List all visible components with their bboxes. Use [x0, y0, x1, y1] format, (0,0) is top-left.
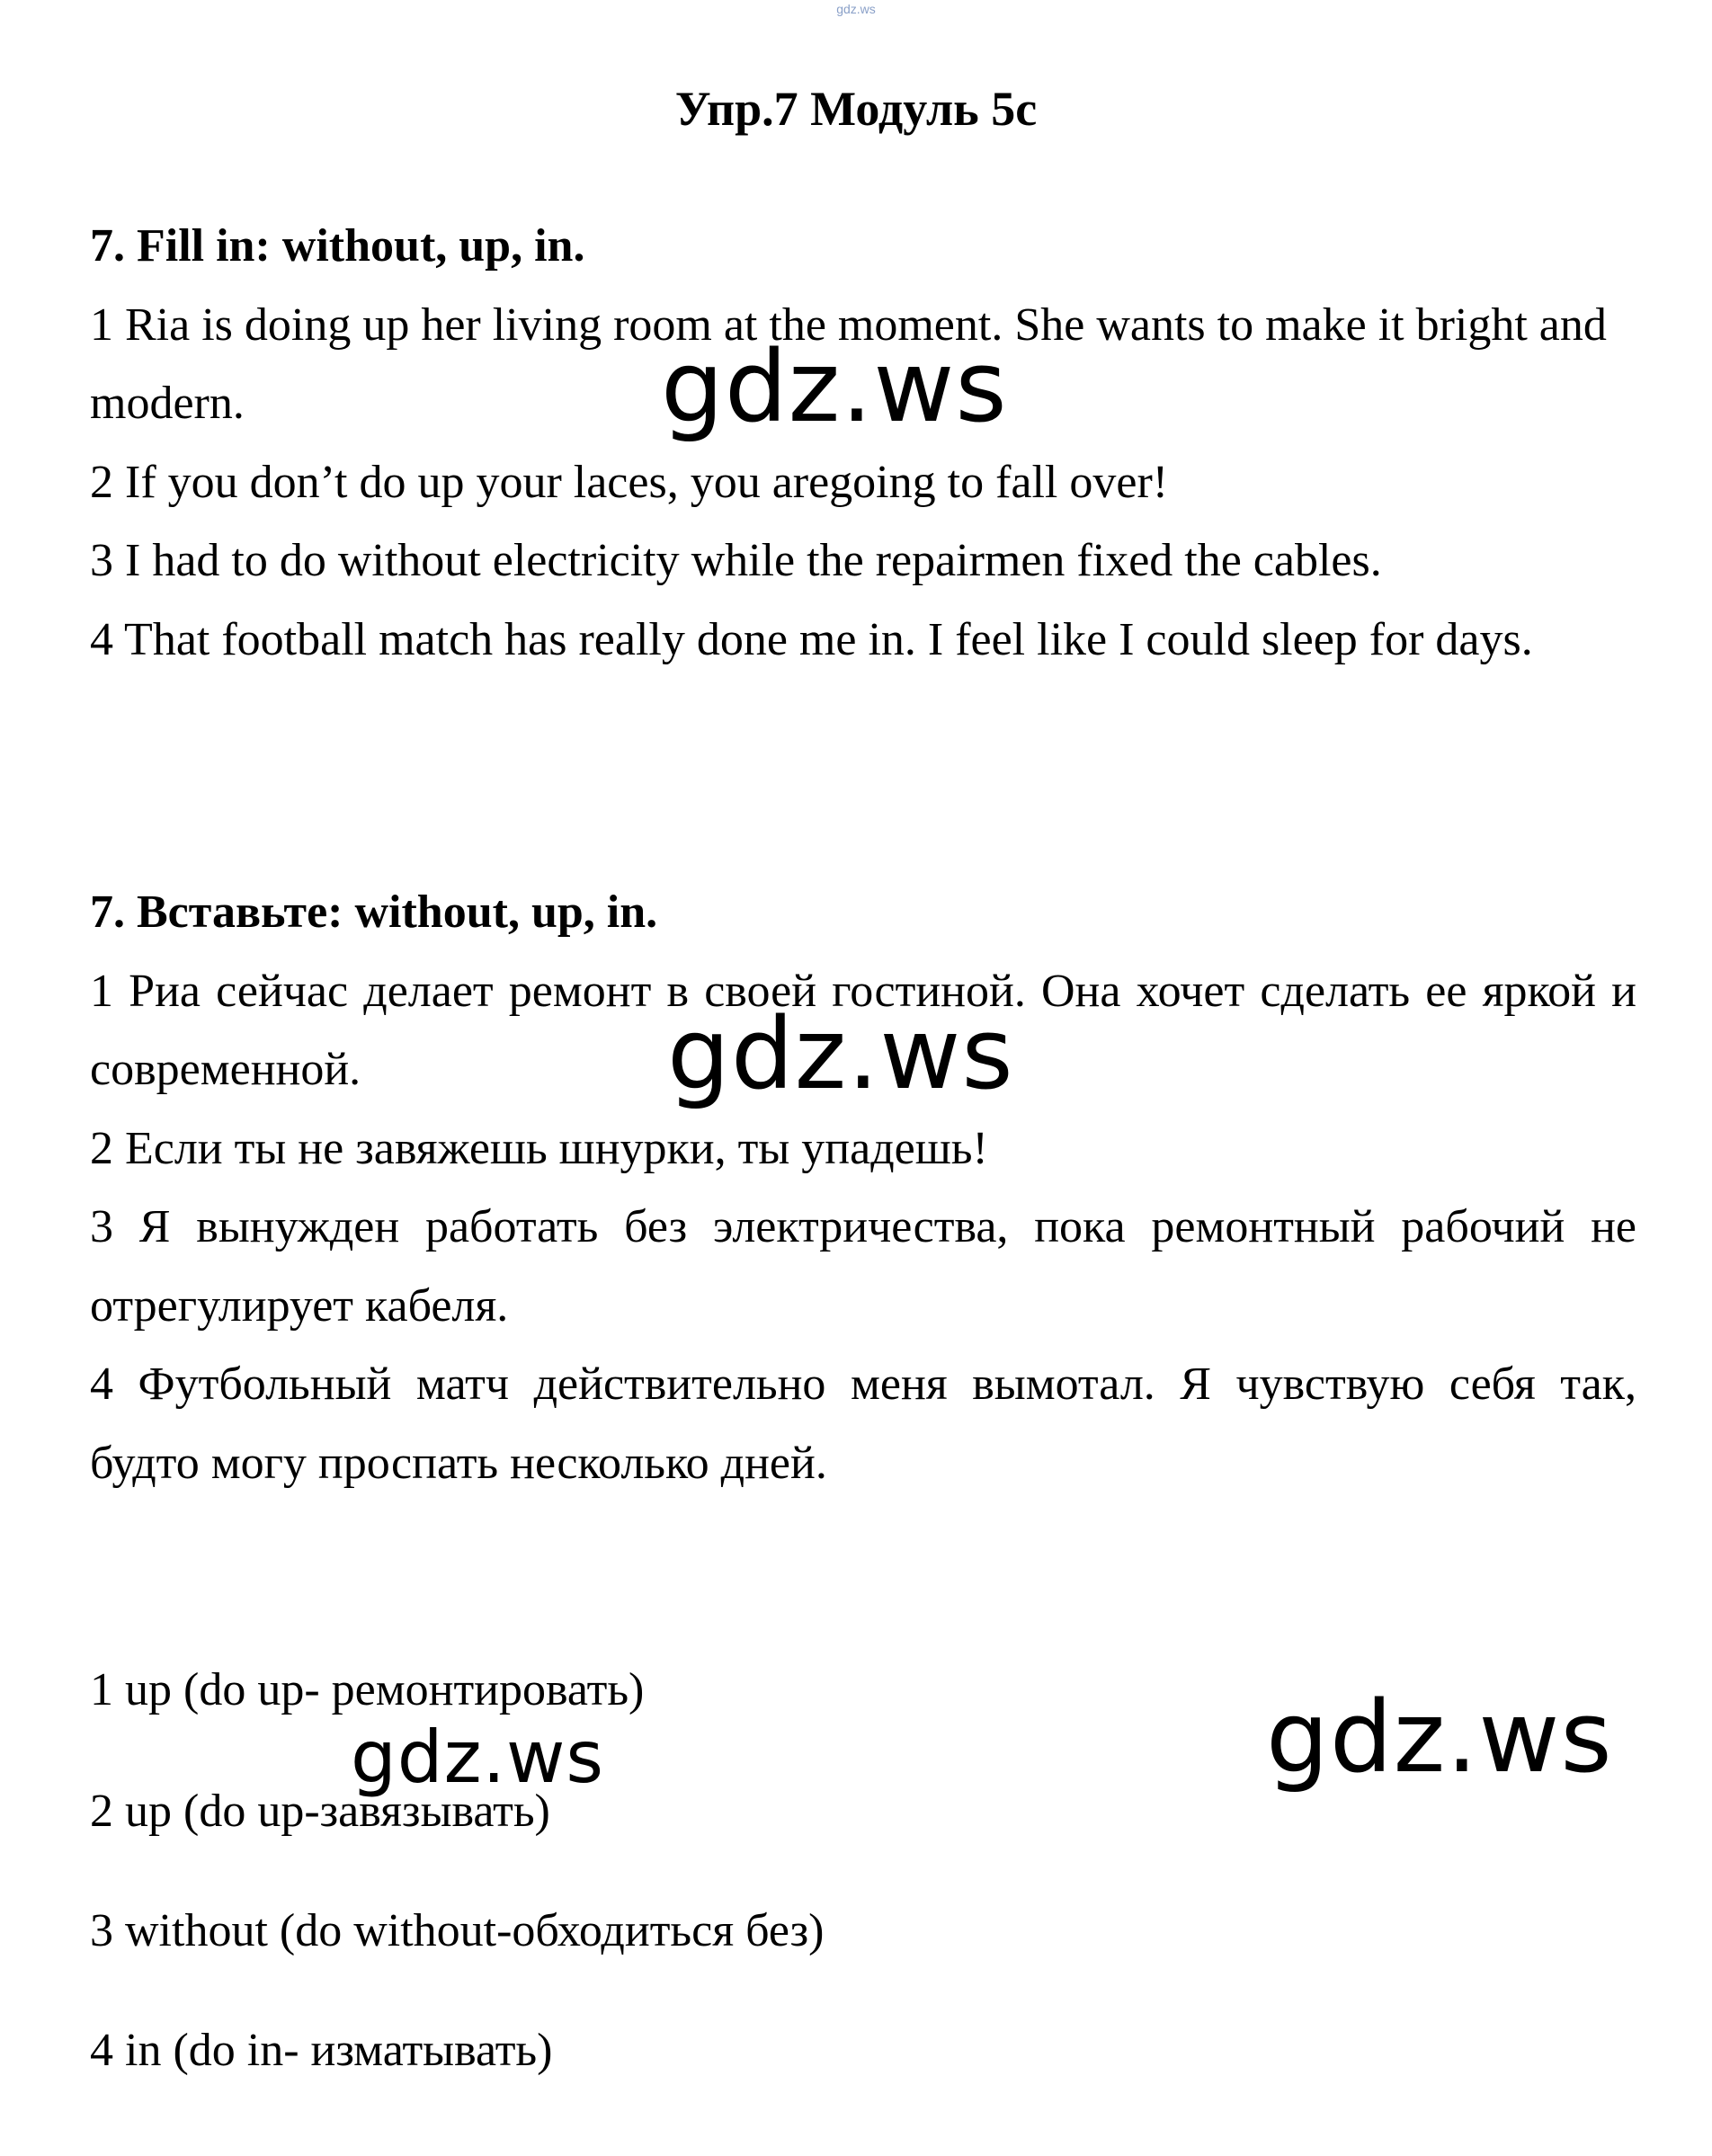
english-heading: 7. Fill in: without, up, in. [90, 220, 585, 272]
russian-sentence-4: 4 Футбольный матч действительно меня вымотал. Я чувствую себя так, будто могу проспать несколько дней. [90, 1359, 1636, 1489]
watermark-4: gdz.ws [1266, 1679, 1613, 1795]
russian-sentence-1: 1 Риа сейчас делает ремонт в своей гостиной. Она хочет сделать ее яркой и современной. [90, 965, 1636, 1095]
answer-4: 4 in (do in- изматывать) [90, 2025, 553, 2076]
english-sentence-1: 1 Ria is doing up her living room at the moment. She wants to make it bright and modern. [90, 298, 1607, 429]
english-sentence-3: 3 I had to do without electricity while the repairmen fixed the cables. [90, 535, 1382, 586]
watermark-3: gdz.ws [351, 1715, 605, 1799]
top-watermark: gdz.ws [836, 2, 876, 16]
answer-2: 2 up (do up-завязывать) [90, 1786, 550, 1837]
watermark-1: gdz.ws [661, 329, 1008, 444]
russian-sentence-2: 2 Если ты не завяжешь шнурки, ты упадешь! [90, 1122, 988, 1174]
watermark-2: gdz.ws [667, 996, 1014, 1111]
russian-sentence-3: 3 Я вынужден работать без электричества, пока ремонтный рабочий не отрегулирует кабеля. [90, 1201, 1636, 1332]
english-sentence-2: 2 If you don’t do up your laces, you aregoing to fall over! [90, 456, 1169, 508]
russian-heading: 7. Вставьте: without, up, in. [90, 886, 658, 938]
page-title: Упр.7 Модуль 5c [674, 82, 1038, 136]
russian-section [90, 873, 1636, 1502]
answer-1: 1 up (do up- ремонтировать) [90, 1664, 645, 1715]
answer-3: 3 without (do without-обходиться без) [90, 1905, 825, 1956]
english-sentence-4: 4 That football match has really done me in. I feel like I could sleep for days. [90, 613, 1533, 665]
